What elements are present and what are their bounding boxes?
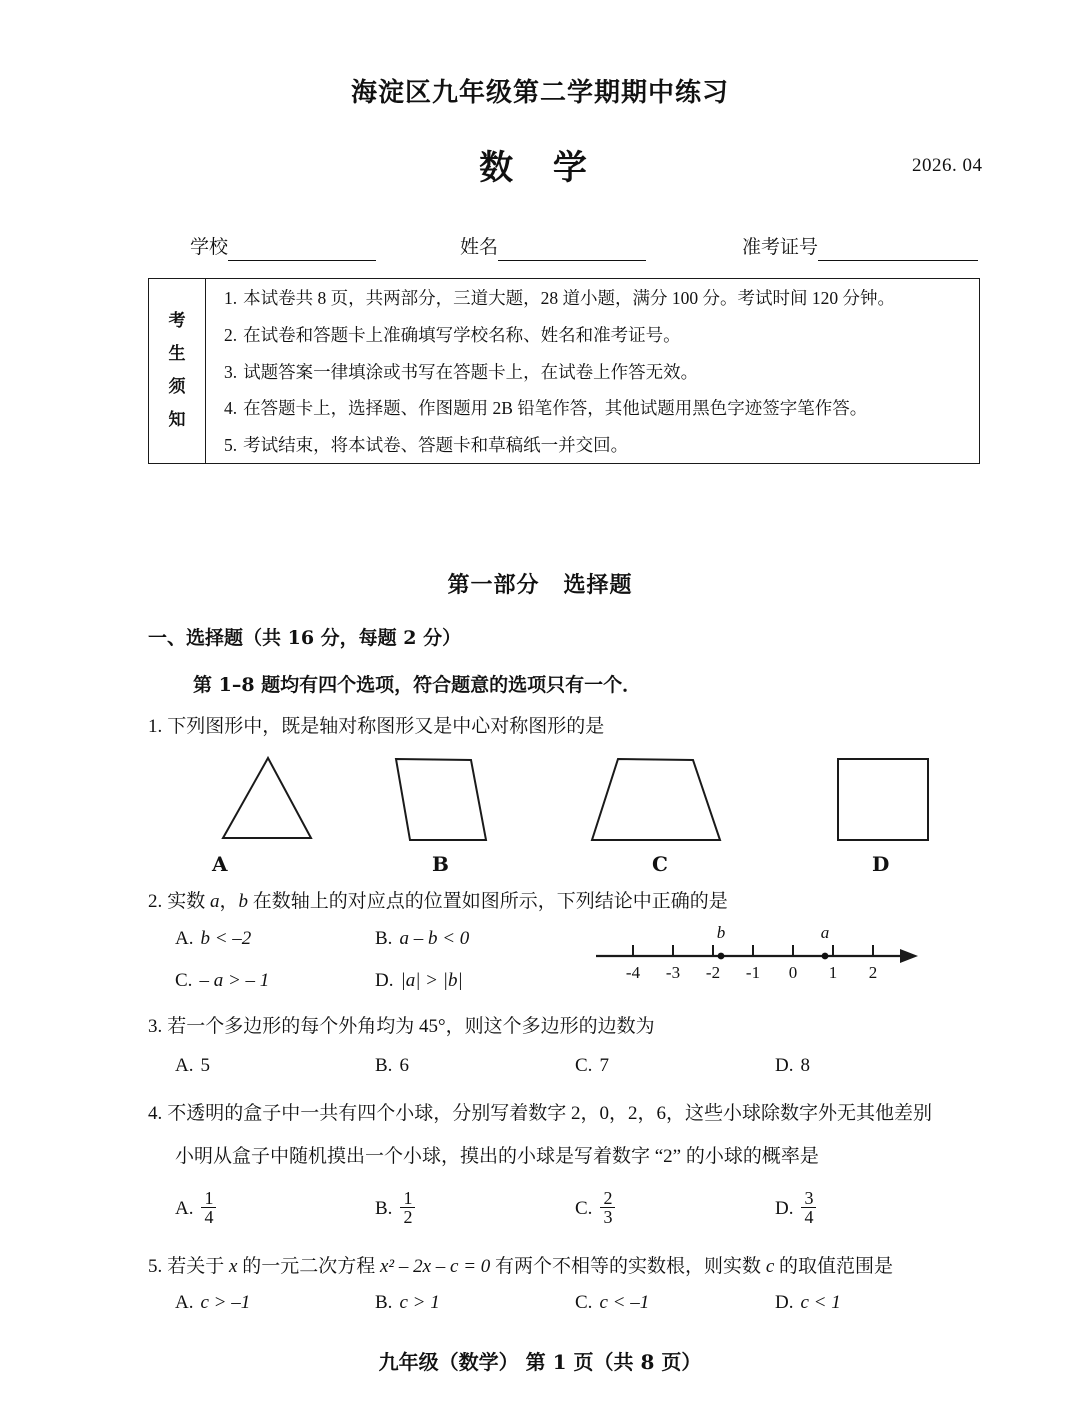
- notice-label-char: 须: [168, 377, 186, 397]
- school-field: [190, 232, 376, 261]
- trapezoid-shape: [592, 759, 720, 840]
- name-label: 姓名: [460, 237, 499, 258]
- shape-label-b: B: [432, 852, 449, 876]
- question-2-text-c: 在数轴上的对应点的位置如图所示，下列结论中正确的是: [248, 891, 728, 912]
- question-4-number: 4.: [148, 1103, 163, 1124]
- option-text: 7: [599, 1055, 609, 1076]
- number-line-tick-label: 0: [788, 963, 798, 982]
- number-line-tick-label: 1: [828, 963, 838, 982]
- option-text: c > 1: [399, 1292, 440, 1313]
- option-text: c < –1: [599, 1292, 650, 1313]
- option-2-d[interactable]: [375, 970, 575, 992]
- question-5-text-a: 若关于: [167, 1256, 230, 1277]
- question-2-number: 2.: [148, 891, 163, 912]
- notice-item-number: 5.: [224, 435, 238, 456]
- fraction-denominator: 4: [801, 1207, 816, 1226]
- shape-label-a: A: [212, 852, 228, 876]
- ticket-field: [742, 232, 978, 261]
- question-3-number: 3.: [148, 1016, 163, 1037]
- option-letter: C.: [575, 1055, 593, 1076]
- notice-item: [224, 398, 969, 420]
- question-3-text: 若一个多边形的每个外角均为 45°，则这个多边形的边数为: [167, 1016, 655, 1037]
- page-footer: 九年级（数学） 第 1 页（共 8 页）: [378, 1350, 702, 1374]
- notice-item: [224, 325, 969, 347]
- option-5-a[interactable]: [175, 1292, 375, 1314]
- option-letter: A.: [175, 1197, 194, 1219]
- number-line-tick-label: -2: [705, 963, 721, 982]
- number-line-point-a-label: a: [820, 923, 830, 942]
- subject-title: 数 学: [479, 148, 601, 188]
- part-one-heading: [0, 568, 1080, 599]
- fraction-numerator: 1: [204, 1188, 214, 1208]
- question-3-options: [175, 1055, 975, 1077]
- notice-item: [224, 362, 969, 384]
- notice-label-char: 生: [168, 343, 186, 364]
- section-one-heading: 一、选择题（共 16 分，每题 2 分）: [148, 627, 462, 649]
- variable-x: x: [229, 1256, 238, 1277]
- notice-label-char: 知: [168, 410, 186, 431]
- part-one-type: 选择题: [563, 572, 633, 598]
- name-blank[interactable]: [498, 243, 646, 261]
- fraction-denominator: 4: [201, 1207, 216, 1226]
- shape-label-c: C: [652, 852, 668, 876]
- page-title: 海淀区九年级第二学期期中练习: [350, 78, 729, 108]
- identity-row: [190, 232, 950, 261]
- option-text: b < –2: [200, 928, 252, 949]
- variable-b: b: [238, 891, 249, 912]
- fraction-three-quarters: [801, 1189, 816, 1227]
- notice-item-number: 2.: [224, 324, 238, 345]
- question-5-text-c: 有两个不相等的实数根，则实数: [490, 1256, 766, 1277]
- option-2-b[interactable]: [375, 928, 575, 950]
- question-5-number: 5.: [148, 1256, 163, 1277]
- notice-label-char: 考: [168, 310, 186, 331]
- option-letter: A.: [175, 1055, 194, 1076]
- option-letter: D.: [375, 970, 394, 991]
- option-text: – a > – 1: [199, 970, 270, 991]
- notice-item: [224, 435, 969, 457]
- option-text: |a| > |b|: [400, 970, 463, 991]
- question-4-options: [175, 1190, 975, 1228]
- question-4-stem-line2: [175, 1143, 819, 1172]
- ticket-label: 准考证号: [742, 237, 819, 258]
- fraction-denominator: 3: [600, 1207, 615, 1226]
- number-line-tick-label: -4: [625, 963, 641, 982]
- question-3-stem: [148, 1013, 655, 1042]
- variable-c: c: [765, 1256, 775, 1277]
- option-letter: A.: [175, 928, 194, 949]
- question-1-figures: [148, 748, 980, 848]
- question-1-text: 下列图形中，既是轴对称图形又是中心对称图形的是: [167, 716, 605, 737]
- question-2-stem: [148, 888, 728, 917]
- fraction-numerator: 1: [403, 1188, 413, 1208]
- equation-expression: x² – 2x – c = 0: [379, 1256, 491, 1277]
- option-text: 6: [399, 1055, 409, 1076]
- option-letter: D.: [775, 1292, 794, 1313]
- option-5-d[interactable]: [775, 1292, 975, 1314]
- section-one-note: 第 1–8 题均有四个选项，符合题意的选项只有一个．: [193, 674, 642, 696]
- question-4-text-line1: 不透明的盒子中一共有四个小球，分别写着数字 2，0，2，6，这些小球除数字外无其他差别: [167, 1103, 933, 1124]
- fraction-numerator: 3: [804, 1188, 814, 1208]
- option-3-a[interactable]: [175, 1055, 375, 1077]
- school-label: 学校: [190, 237, 229, 258]
- option-text: c > –1: [200, 1292, 251, 1313]
- notice-item-text: 在试卷和答题卡上准确填写学校名称、姓名和准考证号。: [243, 324, 681, 345]
- notice-box: [148, 278, 980, 464]
- notice-item-text: 试题答案一律填涂或书写在答题卡上，在试卷上作答无效。: [243, 361, 699, 382]
- name-field: [460, 232, 646, 261]
- option-text: 8: [800, 1055, 810, 1076]
- option-letter: A.: [175, 1292, 194, 1313]
- notice-list: [206, 279, 979, 463]
- question-2-text-b: ，: [219, 891, 239, 912]
- isosceles-triangle-shape: [223, 758, 311, 838]
- question-5-options: [175, 1292, 975, 1314]
- variable-a: a: [210, 891, 220, 912]
- option-5-b[interactable]: [375, 1292, 575, 1314]
- notice-item-number: 4.: [224, 398, 238, 419]
- question-5-stem: [148, 1253, 893, 1282]
- fraction-denominator: 2: [400, 1207, 415, 1226]
- fraction-two-thirds: [600, 1189, 615, 1227]
- notice-item-number: 3.: [224, 361, 238, 382]
- ticket-blank[interactable]: [818, 243, 978, 261]
- option-2-a[interactable]: [175, 928, 375, 950]
- question-1-stem: [148, 713, 604, 742]
- notice-item-number: 1.: [224, 288, 238, 308]
- part-one-label: 第一部分: [447, 572, 540, 598]
- notice-item: [224, 288, 969, 310]
- option-3-b[interactable]: [375, 1055, 575, 1077]
- number-line-point-b-label: b: [716, 923, 726, 942]
- notice-item-text: 本试卷共 8 页，共两部分，三道大题，28 道小题，满分 100 分。考试时间 120 分钟。: [243, 288, 895, 308]
- number-line-tick-label: -1: [745, 963, 761, 982]
- fraction-one-half: [400, 1189, 415, 1227]
- rectangle-shape: [838, 759, 928, 840]
- option-4-c[interactable]: [575, 1190, 775, 1228]
- fraction-numerator: 2: [603, 1188, 613, 1208]
- option-5-c[interactable]: [575, 1292, 775, 1314]
- exam-date: 2026. 04: [912, 155, 983, 176]
- shape-label-d: D: [872, 852, 890, 876]
- option-4-d[interactable]: [775, 1190, 975, 1228]
- question-2-options-row1: [175, 928, 595, 950]
- question-4-stem-line1: [148, 1100, 932, 1129]
- option-letter: D.: [775, 1055, 794, 1076]
- option-letter: D.: [775, 1197, 794, 1219]
- number-line-arrow: [900, 949, 918, 963]
- number-line-tick-label: 2: [868, 963, 878, 982]
- notice-item-text: 在答题卡上，选择题、作图题用 2B 铅笔作答，其他试题用黑色字迹签字笔作答。: [243, 398, 868, 419]
- option-text: c < 1: [800, 1292, 841, 1313]
- fraction-one-quarter: [201, 1189, 216, 1227]
- question-2-text-a: 实数: [167, 891, 211, 912]
- option-letter: C.: [575, 1292, 593, 1313]
- option-text: 5: [200, 1055, 210, 1076]
- notice-vertical-label: [149, 279, 206, 463]
- question-5-text-b: 的一元二次方程: [237, 1256, 380, 1277]
- option-2-c[interactable]: [175, 970, 375, 992]
- option-3-c[interactable]: [575, 1055, 775, 1077]
- question-1-number: 1.: [148, 716, 163, 737]
- option-4-a[interactable]: [175, 1190, 375, 1228]
- question-2-options-row2: [175, 970, 595, 992]
- question-4-text-line2: 小明从盒子中随机摸出一个小球，摸出的小球是写着数字 “2” 的小球的概率是: [175, 1146, 819, 1167]
- option-letter: C.: [175, 970, 193, 991]
- number-line-point-b: [718, 953, 725, 960]
- option-letter: B.: [375, 1055, 393, 1076]
- option-text: a – b < 0: [399, 928, 470, 949]
- option-letter: B.: [375, 928, 393, 949]
- question-5-text-d: 的取值范围是: [774, 1256, 894, 1277]
- option-4-b[interactable]: [375, 1190, 575, 1228]
- number-line-point-a: [822, 953, 829, 960]
- option-letter: C.: [575, 1197, 593, 1219]
- option-letter: B.: [375, 1197, 393, 1219]
- question-2-number-line: [588, 918, 928, 988]
- notice-item-text: 考试结束，将本试卷、答题卡和草稿纸一并交回。: [243, 435, 629, 456]
- number-line-tick-label: -3: [665, 963, 681, 982]
- parallelogram-shape: [396, 759, 486, 840]
- school-blank[interactable]: [228, 243, 376, 261]
- option-3-d[interactable]: [775, 1055, 975, 1077]
- option-letter: B.: [375, 1292, 393, 1313]
